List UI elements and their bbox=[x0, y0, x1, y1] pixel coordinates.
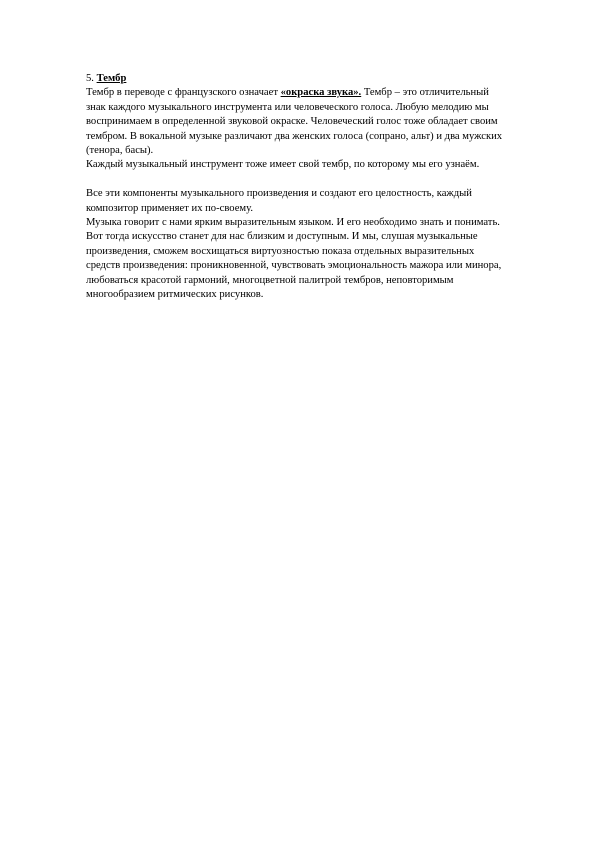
text-line: Все эти компоненты музыкального произведения и создают его целостность, каждый bbox=[86, 188, 472, 200]
heading-number: 5. bbox=[86, 73, 97, 84]
heading-title: Тембр bbox=[96, 73, 127, 84]
section-heading bbox=[86, 72, 556, 86]
text-line: Каждый музыкальный инструмент тоже имеет свой тембр, по которому мы его узнаём. bbox=[86, 159, 480, 171]
paragraph-spacer bbox=[86, 173, 556, 187]
text-line: средств произведения: проникновенной, чувствовать эмоциональность мажора или минора, bbox=[86, 260, 502, 272]
paragraph-instrument-timbre bbox=[86, 158, 556, 172]
paragraph-music-language bbox=[86, 216, 556, 302]
text-line: тембром. В вокальной музыке различают два женских голоса (сопрано, альт) и два мужских bbox=[86, 130, 503, 142]
text-line: многообразием ритмических рисунков. bbox=[86, 289, 264, 301]
text-line: Музыка говорит с нами ярким выразительным языком. И его необходимо знать и понимать. bbox=[86, 217, 500, 229]
text-line: (тенора, басы). bbox=[86, 145, 154, 157]
text-line bbox=[86, 86, 556, 100]
text-line: Вот тогда искусство станет для нас близким и доступным. И мы, слушая музыкальные bbox=[86, 231, 478, 243]
text-line: композитор применяет их по-своему. bbox=[86, 202, 253, 214]
emphasis-term: «окраска звука». bbox=[280, 87, 362, 99]
text-line: произведения, сможем восхищаться виртуозностью показа отдельных выразительных bbox=[86, 245, 475, 257]
paragraph-components bbox=[86, 187, 556, 216]
text-line: знак каждого музыкального инструмента или человеческого голоса. Любую мелодию мы bbox=[86, 101, 489, 113]
document-page bbox=[86, 72, 556, 302]
text-line: любоваться красотой гармоний, многоцветной палитрой тембров, неповторимым bbox=[86, 274, 454, 286]
paragraph-timbre-definition bbox=[86, 86, 556, 158]
text-fragment: Тембр – это отличительный bbox=[361, 87, 489, 99]
text-fragment: Тембр в переводе с французского означает bbox=[86, 87, 281, 99]
text-line: воспринимаем в определенной звуковой окраске. Человеческий голос тоже обладает своим bbox=[86, 116, 498, 128]
